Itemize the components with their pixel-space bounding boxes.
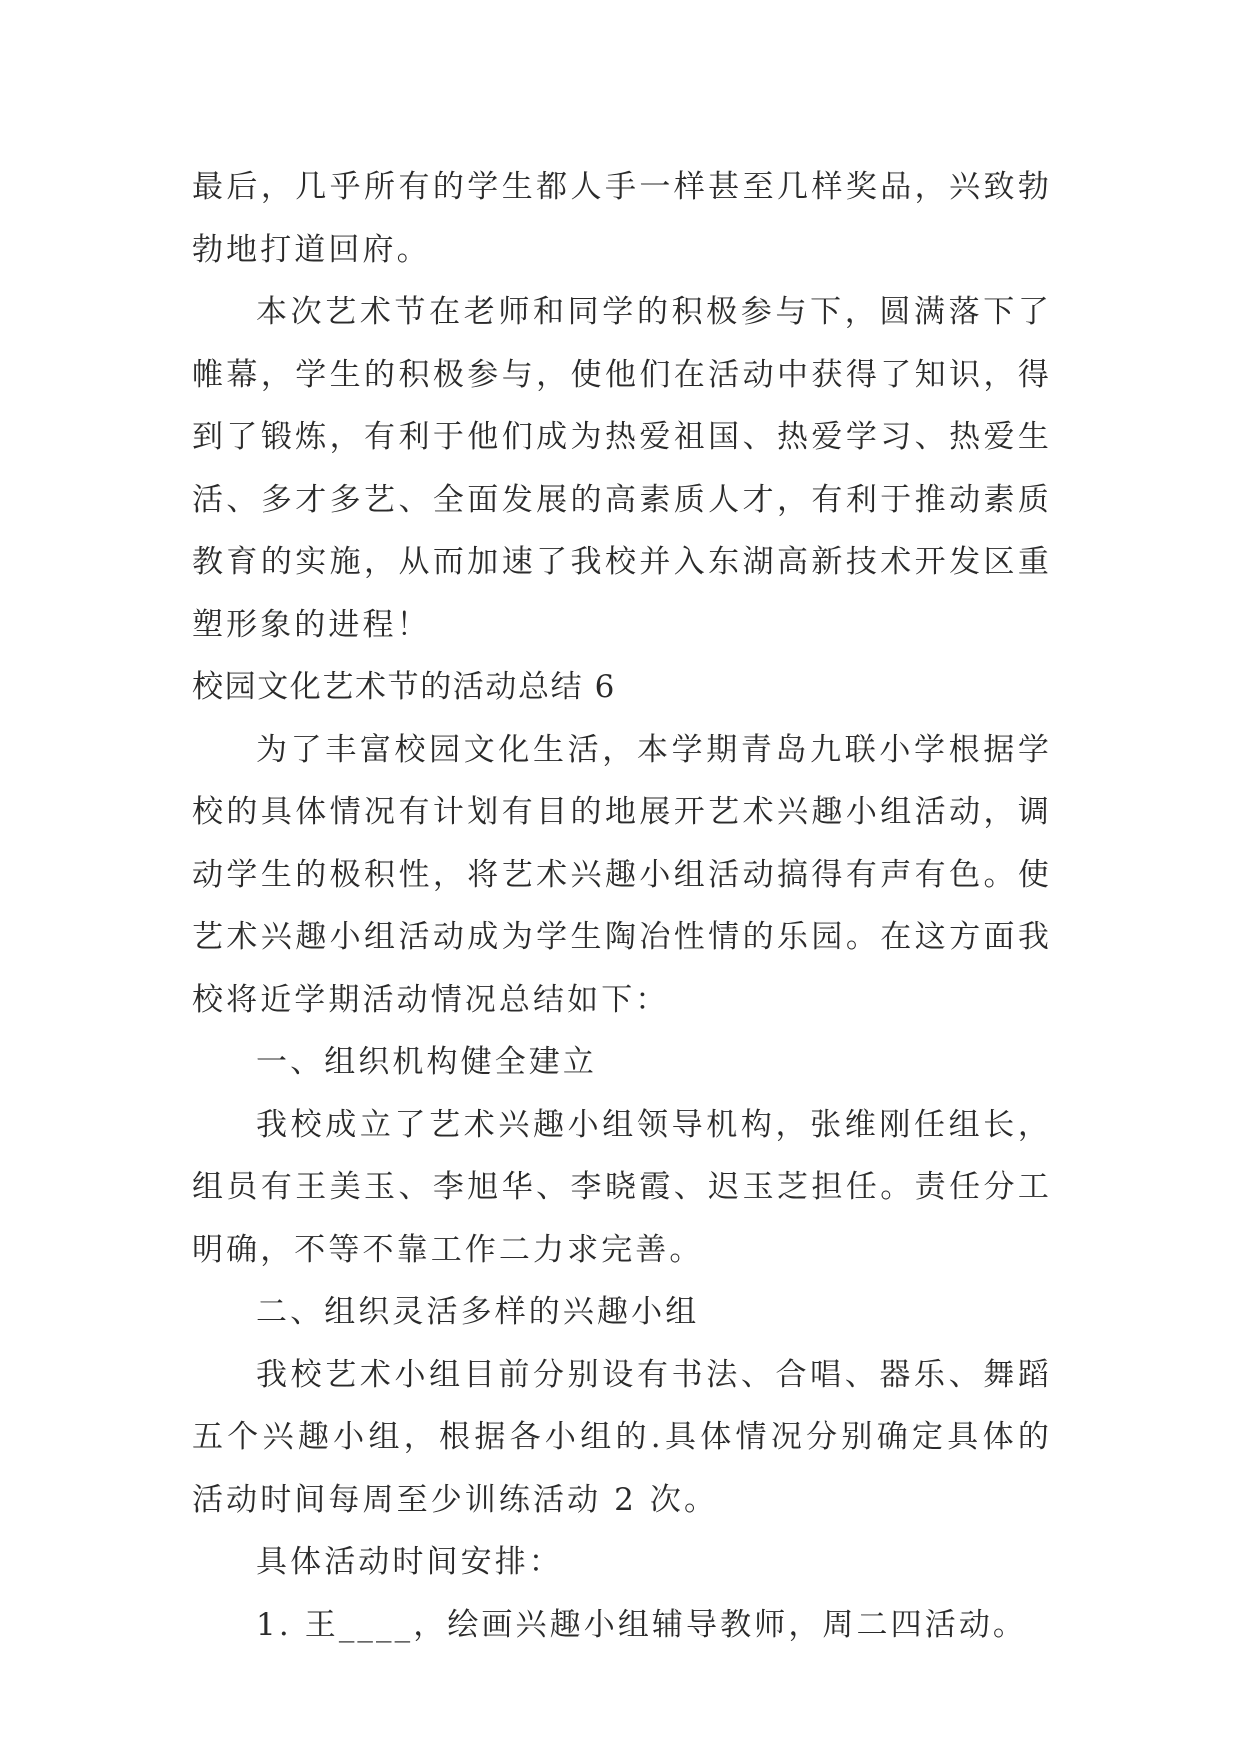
paragraph-interest-groups: 我校艺术小组目前分别设有书法、合唱、器乐、舞蹈五个兴趣小组，根据各小组的.具体情况分别确定具体的活动时间每周至少训练活动 2 次。 — [192, 1356, 1052, 1518]
paragraph-previous-summary: 本次艺术节在老师和同学的积极参与下，圆满落下了帷幕，学生的积极参与，使他们在活动中获得了知识，得到了锻炼，有利于他们成为热爱祖国、热爱学习、热爱生活、多才多艺、全面发展的高素质人才，有利于推动素质教育的实施，从而加速了我校并入东湖高新技术开发区重塑形象的进程！ — [192, 294, 1052, 643]
paragraph-schedule-label: 具体活动时间安排： — [256, 1544, 563, 1580]
paragraph-previous-ending: 最后，几乎所有的学生都人手一样甚至几样奖品，兴致勃勃地打道回府。 — [192, 169, 1052, 268]
list-item-schedule-1: 1. 王____，绘画兴趣小组辅导教师，周二四活动。 — [256, 1606, 1028, 1643]
heading-interest-groups: 二、组织灵活多样的兴趣小组 — [256, 1294, 700, 1330]
document-body — [192, 156, 1052, 1656]
paragraph-intro: 为了丰富校园文化生活，本学期青岛九联小学根据学校的具体情况有计划有目的地展开艺术兴趣小组活动，调动学生的极积性，将艺术兴趣小组活动搞得有声有色。使艺术兴趣小组活动成为学生陶冶性情的乐园。在这方面我校将近学期活动情况总结如下： — [192, 731, 1052, 1018]
paragraph-organization: 我校成立了艺术兴趣小组领导机构，张维刚任组长，组员有王美玉、李旭华、李晓霞、迟玉芝担任。责任分工明确，不等不靠工作二力求完善。 — [192, 1106, 1052, 1268]
section-title: 校园文化艺术节的活动总结 6 — [192, 669, 616, 705]
heading-organization: 一、组织机构健全建立 — [256, 1044, 597, 1080]
